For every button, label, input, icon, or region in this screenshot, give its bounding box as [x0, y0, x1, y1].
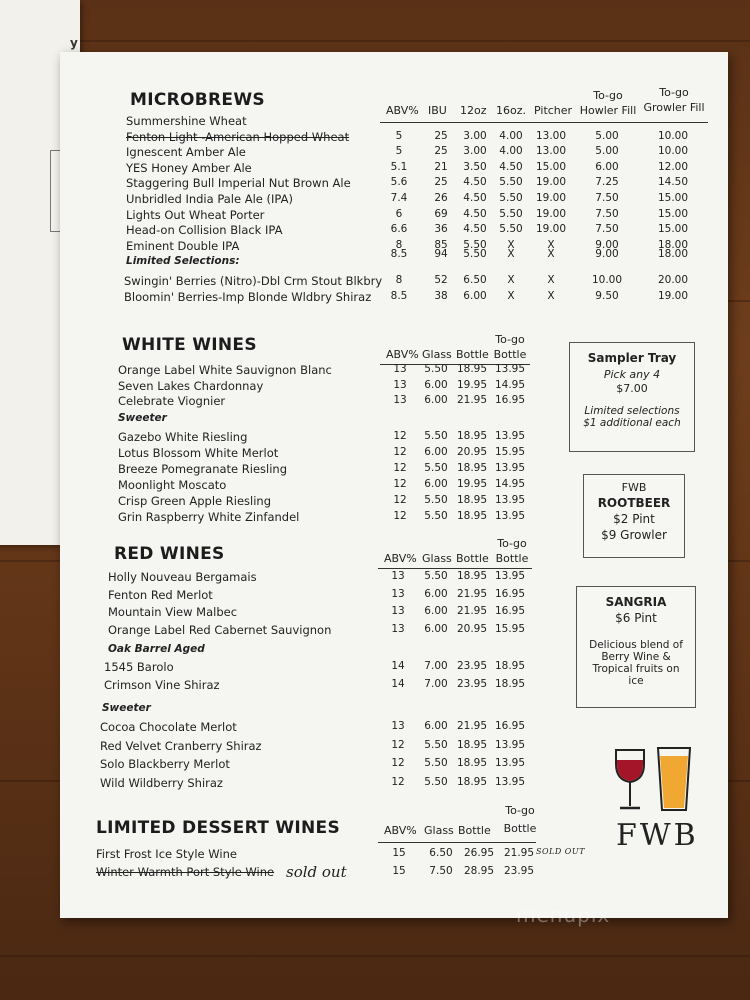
item-value: 5.50: [424, 462, 448, 474]
item-value: X: [507, 274, 515, 286]
item-value: 5.50: [463, 248, 487, 260]
item-name: YES Honey Amber Ale: [126, 160, 252, 175]
sampler-title: Sampler Tray: [587, 351, 677, 365]
sangria-desc: Tropical fruits on: [592, 663, 680, 675]
item-value: 8.5: [390, 289, 408, 302]
item-value: 15.00: [657, 223, 689, 236]
oak-barrel-label: Oak Barrel Aged: [108, 643, 205, 655]
item-value: 19.95: [456, 378, 488, 391]
item-value: 13: [391, 622, 405, 635]
item-value: 12: [391, 738, 405, 751]
col-header: 16oz.: [496, 104, 526, 117]
col-header: Bottle: [458, 824, 491, 837]
item-value: 4.50: [463, 207, 487, 220]
col-header: 12oz: [460, 104, 487, 117]
item-value: 6.00: [424, 378, 448, 391]
item-value: 9.50: [595, 289, 619, 302]
item-value: 12: [393, 494, 407, 506]
sangria-desc: Berry Wine &: [601, 651, 671, 663]
item-value: 85: [434, 238, 448, 251]
item-value: 16.95: [494, 394, 526, 407]
item-value: 16.95: [494, 720, 526, 732]
item-value: 7.00: [424, 660, 448, 672]
col-header: ABV%: [384, 552, 417, 565]
item-value: 25: [434, 129, 448, 142]
item-name: Orange Label White Sauvignon Blanc: [118, 363, 332, 377]
item-value: 7.00: [424, 678, 448, 690]
item-value: 6.00: [424, 605, 448, 617]
item-name: Lotus Blossom White Merlot: [118, 446, 279, 460]
item-value: 6.00: [424, 394, 448, 407]
item-value: 12: [393, 510, 407, 522]
sangria-desc: Delicious blend of: [589, 639, 683, 651]
item-value: 36: [434, 223, 448, 236]
header-rule: [378, 568, 532, 569]
item-value: 15.00: [657, 192, 689, 204]
item-value: 5.6: [390, 176, 408, 189]
item-value: 6.00: [424, 587, 448, 600]
item-value: 5.50: [424, 494, 448, 506]
item-value: 28.95: [463, 865, 495, 877]
item-value: 5.1: [390, 160, 408, 173]
sweeter-label: Sweeter: [102, 702, 151, 714]
item-value: 7.50: [429, 865, 453, 877]
item-value: 5: [395, 129, 403, 142]
menu-sheet: [60, 52, 728, 918]
item-value: 7.25: [595, 176, 619, 189]
item-value: 6: [395, 207, 403, 220]
item-name: Bloomin' Berries-Imp Blonde Wldbry Shiraz: [124, 289, 372, 304]
rootbeer-growler: $9 Growler: [601, 528, 667, 542]
col-header: Bottle: [456, 552, 489, 565]
col-header: Glass: [422, 348, 452, 361]
col-header: To-go Bottle: [503, 804, 537, 835]
item-value: 19.00: [657, 289, 689, 302]
wood-grain: [0, 40, 750, 42]
item-value: 26: [434, 192, 448, 204]
rootbeer-brand: FWB: [621, 481, 647, 494]
sangria-title: SANGRIA: [605, 595, 667, 609]
item-value: 4.50: [463, 176, 487, 189]
header-rule: [380, 122, 708, 123]
item-value: 12: [393, 430, 407, 442]
item-value: 20.00: [657, 274, 689, 286]
col-header: Glass: [422, 552, 452, 565]
item-value: 12: [391, 775, 405, 788]
rootbeer-pint: $2 Pint: [613, 512, 655, 526]
item-value: 21.95: [456, 720, 488, 732]
item-name: Lights Out Wheat Porter: [126, 207, 265, 222]
item-value: 16.95: [494, 587, 526, 600]
section-title-white-wines: WHITE WINES: [122, 335, 257, 355]
rootbeer-box: [583, 474, 685, 558]
item-value: 6.00: [424, 478, 448, 490]
item-name: Summershine Wheat: [126, 114, 247, 128]
sampler-line: Pick any 4: [603, 368, 661, 381]
item-name: Swingin' Berries (Nitro)-Dbl Crm Stout Blkbry: [124, 274, 383, 288]
item-value: 8: [395, 274, 403, 286]
item-value: 5.50: [424, 363, 448, 375]
item-value: 4.50: [499, 160, 523, 173]
item-value: 19.95: [456, 478, 488, 490]
item-value: 9.00: [595, 238, 619, 251]
item-value: 4.00: [499, 129, 523, 142]
item-value: 25: [434, 176, 448, 189]
item-name: Crisp Green Apple Riesling: [118, 494, 272, 508]
item-name: Gazebo White Riesling: [118, 430, 248, 444]
item-value: 13: [393, 394, 407, 407]
item-value: 19.00: [535, 176, 567, 189]
item-value: 5: [395, 145, 403, 158]
item-value: 14.95: [494, 478, 526, 490]
item-name: Cocoa Chocolate Merlot: [100, 720, 237, 734]
item-name: Celebrate Viognier: [118, 394, 226, 409]
item-name: Grin Raspberry White Zinfandel: [118, 510, 300, 524]
item-value: 5.50: [424, 738, 448, 751]
sampler-price: $7.00: [616, 382, 648, 395]
item-value: 12: [393, 446, 407, 458]
item-value: 5.50: [499, 207, 523, 220]
item-name: Unbridled India Pale Ale (IPA): [126, 192, 293, 206]
item-value: 6.00: [424, 622, 448, 635]
item-value: X: [507, 238, 515, 251]
item-value: 13: [393, 378, 407, 391]
item-value: 21.95: [456, 587, 488, 600]
item-value: 13.95: [494, 757, 526, 769]
col-header: ABV%: [386, 104, 419, 117]
item-name: Crimson Vine Shiraz: [104, 678, 220, 692]
item-name: First Frost Ice Style Wine: [96, 847, 237, 861]
item-name: Holly Nouveau Bergamais: [108, 570, 257, 584]
item-name: Ignescent Amber Ale: [126, 145, 246, 160]
item-value: 5.50: [463, 238, 487, 251]
col-header: To-go Growler Fill: [643, 86, 705, 114]
item-value: 15.00: [657, 207, 689, 220]
item-value: 4.50: [463, 223, 487, 236]
item-value: 13.95: [494, 462, 526, 474]
sampler-note: Limited selections: [584, 405, 680, 417]
item-value: 14: [391, 660, 405, 672]
wood-grain: [0, 955, 750, 957]
item-value: 94: [434, 248, 448, 260]
item-value: 6.00: [463, 289, 487, 302]
item-value: 18.95: [494, 660, 526, 672]
item-value: X: [547, 289, 555, 302]
wine-beer-glasses-icon: [610, 746, 700, 816]
item-value: 18.95: [456, 757, 488, 769]
col-header: ABV%: [384, 824, 417, 837]
section-title-red-wines: RED WINES: [114, 544, 225, 564]
item-value: 19.00: [535, 192, 567, 204]
item-value: 26.95: [463, 847, 495, 859]
item-value: 21.95: [456, 394, 488, 407]
item-value: X: [547, 248, 555, 260]
item-value: 21.95: [503, 847, 535, 859]
item-name: Eminent Double IPA: [126, 238, 240, 253]
item-value: 18.95: [494, 678, 526, 690]
item-value: 5.00: [595, 129, 619, 142]
item-value: 18.95: [456, 363, 488, 375]
item-value: 14.95: [494, 378, 526, 391]
fwb-logo: [610, 746, 700, 853]
item-name: Mountain View Malbec: [108, 605, 238, 619]
item-value: 5.50: [424, 570, 448, 582]
item-value: 21.95: [456, 605, 488, 617]
col-header: IBU: [428, 104, 447, 117]
sangria-desc: ice: [628, 675, 644, 687]
item-value: 18.00: [657, 238, 689, 251]
item-value: 6.00: [424, 446, 448, 458]
item-value: X: [507, 248, 515, 260]
item-value: 13.95: [494, 510, 526, 522]
header-rule: [378, 842, 536, 843]
item-value: X: [547, 238, 555, 251]
rootbeer-title: ROOTBEER: [597, 496, 671, 510]
col-header: ABV%: [386, 348, 419, 361]
item-value: 10.00: [657, 145, 689, 158]
item-value: 5.50: [499, 176, 523, 189]
item-value: 7.50: [595, 207, 619, 220]
item-name: Solo Blackberry Merlot: [100, 757, 230, 771]
item-value: 15.95: [494, 622, 526, 635]
item-value: 8: [395, 238, 403, 251]
item-name: Breeze Pomegranate Riesling: [118, 462, 288, 476]
col-header: To-go Bottle: [493, 333, 527, 361]
sold-out-note: SOLD OUT: [536, 847, 585, 856]
item-value: 6.50: [463, 274, 487, 286]
item-value: 18.95: [456, 570, 488, 582]
item-value: 4.00: [499, 145, 523, 158]
item-name: Seven Lakes Chardonnay: [118, 378, 264, 393]
item-value: 5.50: [424, 757, 448, 769]
item-value: 19.00: [535, 223, 567, 236]
item-value: 6.6: [390, 223, 408, 236]
item-value: 19.00: [535, 207, 567, 220]
item-value: 38: [434, 289, 448, 302]
col-header: Glass: [424, 824, 454, 837]
item-value: 3.00: [463, 129, 487, 142]
item-value: 12: [391, 757, 405, 769]
item-value: 5.50: [499, 192, 523, 204]
sangria-box: [576, 586, 696, 708]
item-value: 18.95: [456, 775, 488, 788]
item-name: Staggering Bull Imperial Nut Brown Ale: [126, 176, 351, 191]
item-value: 23.95: [503, 865, 535, 877]
item-value: 69: [434, 207, 448, 220]
item-name: Fenton Red Merlot: [108, 587, 213, 602]
item-value: 10.00: [591, 274, 623, 286]
item-value: X: [507, 289, 515, 302]
item-value: 9.00: [595, 248, 619, 260]
sweeter-label: Sweeter: [118, 412, 167, 424]
item-value: 15: [392, 865, 406, 877]
logo-text: FWB: [616, 818, 699, 853]
item-value: 52: [434, 274, 448, 286]
item-value: 13.00: [535, 129, 567, 142]
item-value: 15.95: [494, 446, 526, 458]
item-name: Wild Wildberry Shiraz: [100, 775, 223, 790]
item-value: 7.4: [390, 192, 408, 204]
item-value: 15: [392, 847, 406, 859]
item-value: 5.50: [424, 510, 448, 522]
item-value: 18.95: [456, 462, 488, 474]
sheet-fragment: y: [70, 36, 78, 50]
sampler-tray-box: [569, 342, 695, 452]
item-value: 18.95: [456, 510, 488, 522]
item-value: 10.00: [657, 129, 689, 142]
item-value: 15.00: [535, 160, 567, 173]
item-value: 14.50: [657, 176, 689, 189]
item-value: 13.95: [494, 430, 526, 442]
item-value: X: [547, 274, 555, 286]
item-value: 13.95: [494, 775, 526, 788]
item-value: 13: [391, 720, 405, 732]
item-value: 3.50: [463, 160, 487, 173]
col-header: Pitcher: [534, 104, 573, 117]
sold-out-note: sold out: [286, 863, 347, 881]
col-header: Bottle: [456, 348, 489, 361]
item-name: 1545 Barolo: [104, 660, 174, 674]
item-value: 3.00: [463, 145, 487, 158]
col-header: To-go Bottle: [495, 537, 529, 565]
item-value: 6.00: [424, 720, 448, 732]
col-header: To-go Howler Fill: [579, 89, 637, 117]
item-value: 13.95: [494, 570, 526, 582]
item-value: 13: [391, 570, 405, 582]
item-value: 18.00: [657, 248, 689, 260]
item-name: Red Velvet Cranberry Shiraz: [100, 738, 262, 753]
item-name: Orange Label Red Cabernet Sauvignon: [108, 622, 332, 637]
item-value: 16.95: [494, 605, 526, 617]
section-title-microbrews: MICROBREWS: [130, 90, 265, 110]
item-value: 6.00: [595, 160, 619, 173]
item-value: 13.95: [494, 494, 526, 506]
item-value: 13: [393, 363, 407, 375]
item-name: Head-on Collision Black IPA: [126, 223, 283, 238]
item-value: 13.95: [494, 738, 526, 751]
item-value: 18.95: [456, 430, 488, 442]
watermark: menupix: [516, 903, 611, 927]
item-value: 7.50: [595, 192, 619, 204]
item-value: 20.95: [456, 622, 488, 635]
item-value: 20.95: [456, 446, 488, 458]
item-value: 12: [393, 462, 407, 474]
item-value: 6.50: [429, 847, 453, 859]
item-value: 12: [393, 478, 407, 490]
item-value: 5.50: [499, 223, 523, 236]
item-value: 13.95: [494, 363, 526, 375]
item-name: Fenton Light -American Hopped Wheat: [126, 129, 350, 144]
item-value: 4.50: [463, 192, 487, 204]
item-value: 13: [391, 605, 405, 617]
item-value: 5.50: [424, 775, 448, 788]
item-name: Moonlight Moscato: [118, 478, 227, 492]
item-value: 13: [391, 587, 405, 600]
item-value: 13.00: [535, 145, 567, 158]
limited-selections-label: Limited Selections:: [126, 255, 240, 267]
item-value: 23.95: [456, 660, 488, 672]
item-value: 5.50: [424, 430, 448, 442]
section-title-dessert-wines: LIMITED DESSERT WINES: [96, 818, 341, 838]
item-value: 18.95: [456, 494, 488, 506]
sangria-pint: $6 Pint: [615, 611, 657, 625]
item-value: 23.95: [456, 678, 488, 690]
item-name: Winter Warmth Port Style Wine: [96, 865, 275, 879]
item-value: 12.00: [657, 160, 689, 173]
item-value: 25: [434, 145, 448, 158]
item-value: 14: [391, 678, 405, 690]
item-value: 18.95: [456, 738, 488, 751]
item-value: 5.00: [595, 145, 619, 158]
item-value: 21: [434, 160, 448, 173]
sampler-note: $1 additional each: [583, 417, 681, 429]
item-value: 7.50: [595, 223, 619, 236]
item-value: 8.5: [390, 248, 408, 260]
